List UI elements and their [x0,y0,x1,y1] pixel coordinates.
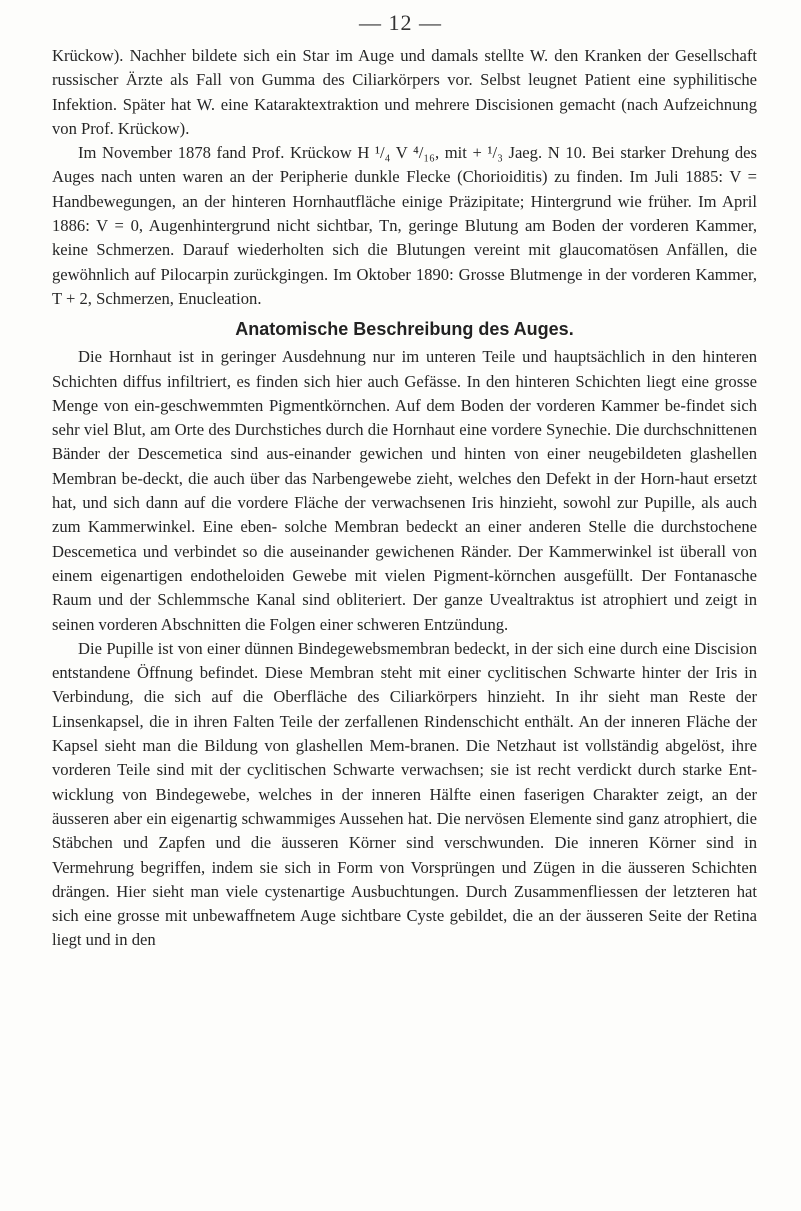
section-heading: Anatomische Beschreibung des Auges. [235,319,574,340]
paragraph-clinical-course: Im November 1878 fand Prof. Krückow H ¹/₄ V ⁴/₁₆, mit + ¹/₃ Jaeg. N 10. Bei starker Drehung des Auges nach unten waren an der Peripherie dunkle Flecke (Chorioiditis) zu finden. Im Juli 1885: V = Handbewegungen, an der hinteren Hornhautfläche einige Präzipitate; Hintergrund wie früher. Im April 1886: V = 0, Augenhintergrund nicht sichtbar, Tn, geringe Blutung am Boden der vorderen Kammer, keine Schmerzen. Darauf wiederholten sich die Blutungen vereint mit glaucomatösen Anfällen, die gewöhnlich auf Pilocarpin zurückgingen. Im Oktober 1890: Grosse Blutmenge in der vorderen Kammer, T + 2, Schmerzen, Enucleation. [52,143,757,308]
paragraph-case-history-continued: Krückow). Nachher bildete sich ein Star im Auge und damals stellte W. den Kranken der Gesellschaft russischer Ärzte als Fall von Gumma des Ciliarkörpers vor. Selbst leugnet Patient eine syphilitische Infektion. Später hat W. eine Kataraktextraktion und mehrere Discisionen gemacht (nach Aufzeichnung von Prof. Krückow). [52,46,757,138]
body-text [52,44,757,953]
paragraph-cornea-description: Die Hornhaut ist in geringer Ausdehnung nur im unteren Teile und hauptsächlich in den hinteren Schichten diffus infiltriert, es finden sich hier auch Gefässe. In den hinteren Schichten liegt eine grosse Menge von ein-geschwemmten Pigmentkörnchen. Auf dem Boden der vorderen Kammer be-findet sich sehr viel Blut, am Orte des Durchstiches durch die Hornhaut eine vordere Synechie. Die durchschnittenen Bänder der Descemetica sind aus-einander gewichen und hinten von einer neugebildeten glashellen Membran be-deckt, die auch über das Narbengewebe zieht, welches den Defekt in der Horn-haut ersetzt hat, und sich dann auf die vordere Fläche der verwachsenen Iris hinzieht, sowohl zur Pupille, als auch zum Kammerwinkel. Eine eben- solche Membran bedeckt an einer anderen Stelle die durchstochene Descemetica und verbindet so die auseinander gewichenen Ränder. Der Kammerwinkel ist überall von einem eigenartigen endotheloiden Gewebe mit vielen Pigment-körnchen ausgefüllt. Der Fontanasche Raum und der Schlemmsche Kanal sind obliteriert. Der ganze Uvealtraktus ist atrophiert und zeigt in seinen vorderen Abschnitten die Folgen einer schweren Entzündung. [52,347,757,634]
paragraph-pupil-retina-description: Die Pupille ist von einer dünnen Bindegewebsmembran bedeckt, in der sich eine durch eine Discision entstandene Öffnung befindet. Diese Membran steht mit einer cyclitischen Schwarte hinter der Iris in Verbindung, die sich auf die Oberfläche des Ciliarkörpers hinzieht. In ihr sieht man Reste der Linsenkapsel, die in ihren Falten Teile der zerfallenen Rindenschicht enthält. An der inneren Fläche der Kapsel sieht man die Bildung von glashellen Mem-branen. Die Netzhaut ist vollständig abgelöst, ihre vorderen Teile sind mit der cyclitischen Schwarte verwachsen; sie ist recht verdickt durch starke Ent-wicklung von Bindegewebe, welches in der inneren Hälfte einen faserigen Charakter zeigt, an der äusseren aber ein eigenartig schwammiges Aussehen hat. Die nervösen Elemente sind ganz atrophiert, die Stäbchen und Zapfen und die äusseren Körner sind verschwunden. Die inneren Körner sind in Vermehrung begriffen, indem sie sich in Form von Vorsprüngen und Zügen in die äusseren Schichten drängen. Hier sieht man viele cystenartige Ausbuchtungen. Durch Zusammenfliessen der letzteren hat sich eine grosse mit unbewaffnetem Auge sichtbare Cyste gebildet, die an der äusseren Seite der Retina liegt und in den [52,638,757,950]
page-number: — 12 — [359,10,442,35]
